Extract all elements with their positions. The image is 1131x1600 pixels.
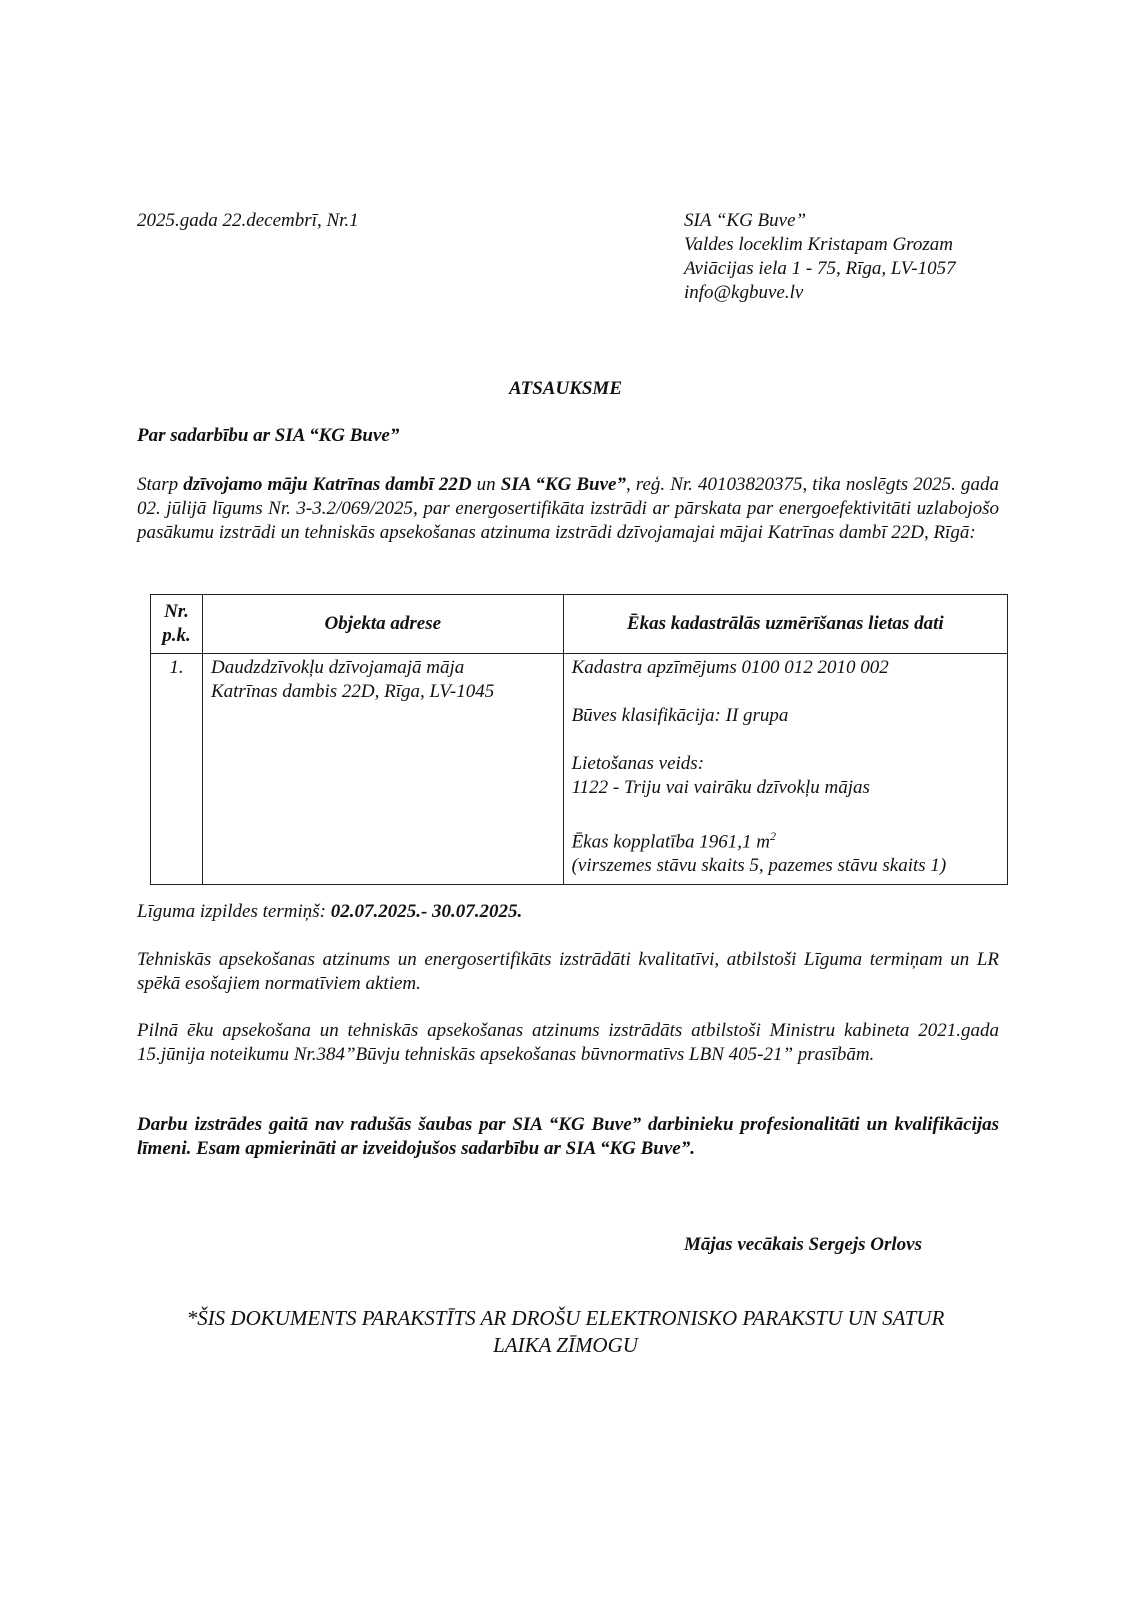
- building-area: Ēkas kopplatība 1961,1 $m^2$: [571, 829, 776, 853]
- usage-value: 1122 - Triju vai vairāku dzīvokļu mājas: [571, 777, 870, 798]
- recipient-company: SIA “KG Buve”: [684, 210, 807, 231]
- header-address: Objekta adrese: [202, 595, 563, 654]
- cadastre-id: Kadastra apzīmējums 0100 012 2010 002: [571, 657, 889, 678]
- signature-line: Mājas vecākais Sergejs Orlovs: [684, 1234, 923, 1255]
- quality-paragraph: Tehniskās apsekošanas atzinums un energosertifikāts izstrādāti kvalitatīvi, atbilstoši Līguma termiņam un LR spēkā esošajiem normatīviem aktiem.: [137, 949, 999, 994]
- recipient-block: [684, 209, 956, 305]
- intro-paragraph: Starp dzīvojamo māju Katrīnas dambī 22D un SIA “KG Buve”, reģ. Nr. 40103820375, tika noslēgts 2025. gada 02. jūlijā līgums Nr. 3-3.2/069/2025, par energosertifikāta izstrādi ar pārskata par energoefektivitāti uzlabojošo pasākumu izstrādi un tehniskās apsekošanas atzinuma izstrādi dzīvojamajai mājai Katrīnas dambī 22D, Rīgā:: [137, 474, 999, 543]
- intro-company-name: SIA “KG Buve”: [500, 474, 626, 495]
- satisfaction-paragraph: Darbu izstrādes gaitā nav radušās šaubas par SIA “KG Buve” darbinieku profesionalitāti un kvalifikācijas līmeni. Esam apmierināti ar izveidojušos sadarbību ar SIA “KG Buve”.: [137, 1114, 999, 1159]
- usage-label: Lietošanas veids:: [571, 753, 705, 774]
- intro-house-name: dzīvojamo māju Katrīnas dambī 22D: [183, 474, 472, 495]
- header-nr: Nr. p.k.: [151, 595, 203, 654]
- cell-nr: 1.: [151, 654, 203, 885]
- document-subject: Par sadarbību ar SIA “KG Buve”: [137, 425, 400, 446]
- table-row: [151, 654, 1008, 885]
- recipient-address: Aviācijas iela 1 - 75, Rīga, LV-1057: [684, 258, 956, 279]
- table-header-row: [151, 595, 1008, 654]
- term-value: 02.07.2025.- 30.07.2025.: [330, 901, 523, 922]
- document-title: ATSAUKSME: [509, 378, 622, 399]
- contract-term: [137, 900, 522, 924]
- e-signature-notice: *ŠIS DOKUMENTS PARAKSTĪTS AR DROŠU ELEKTRONISKO PARAKSTU UN SATUR LAIKA ZĪMOGU: [186, 1306, 945, 1357]
- date-line: 2025.gada 22.decembrī, Nr.1: [137, 210, 359, 231]
- object-table: [150, 594, 1008, 885]
- cell-address: Daudzdzīvokļu dzīvojamajā māja Katrīnas dambis 22D, Rīga, LV-1045: [202, 654, 563, 885]
- building-classification: Būves klasifikācija: II grupa: [571, 705, 789, 726]
- header-cadastre: Ēkas kadastrālās uzmērīšanas lietas dati: [563, 595, 1007, 654]
- regulation-paragraph: Pilnā ēku apsekošana un tehniskās apsekošanas atzinums izstrādāts atbilstoši Ministru kabineta 2021.gada 15.jūnija noteikumu Nr.384”Būvju tehniskās apsekošanas būvnormatīvs LBN 405-21” prasībām.: [137, 1020, 999, 1065]
- floor-counts: (virszemes stāvu skaits 5, pazemes stāvu skaits 1): [571, 855, 947, 877]
- term-label: Līguma izpildes termiņš:: [137, 901, 331, 922]
- recipient-email: info@kgbuve.lv: [684, 282, 804, 303]
- cell-cadastre: [563, 654, 1007, 885]
- recipient-person: Valdes loceklim Kristapam Grozam: [684, 234, 953, 255]
